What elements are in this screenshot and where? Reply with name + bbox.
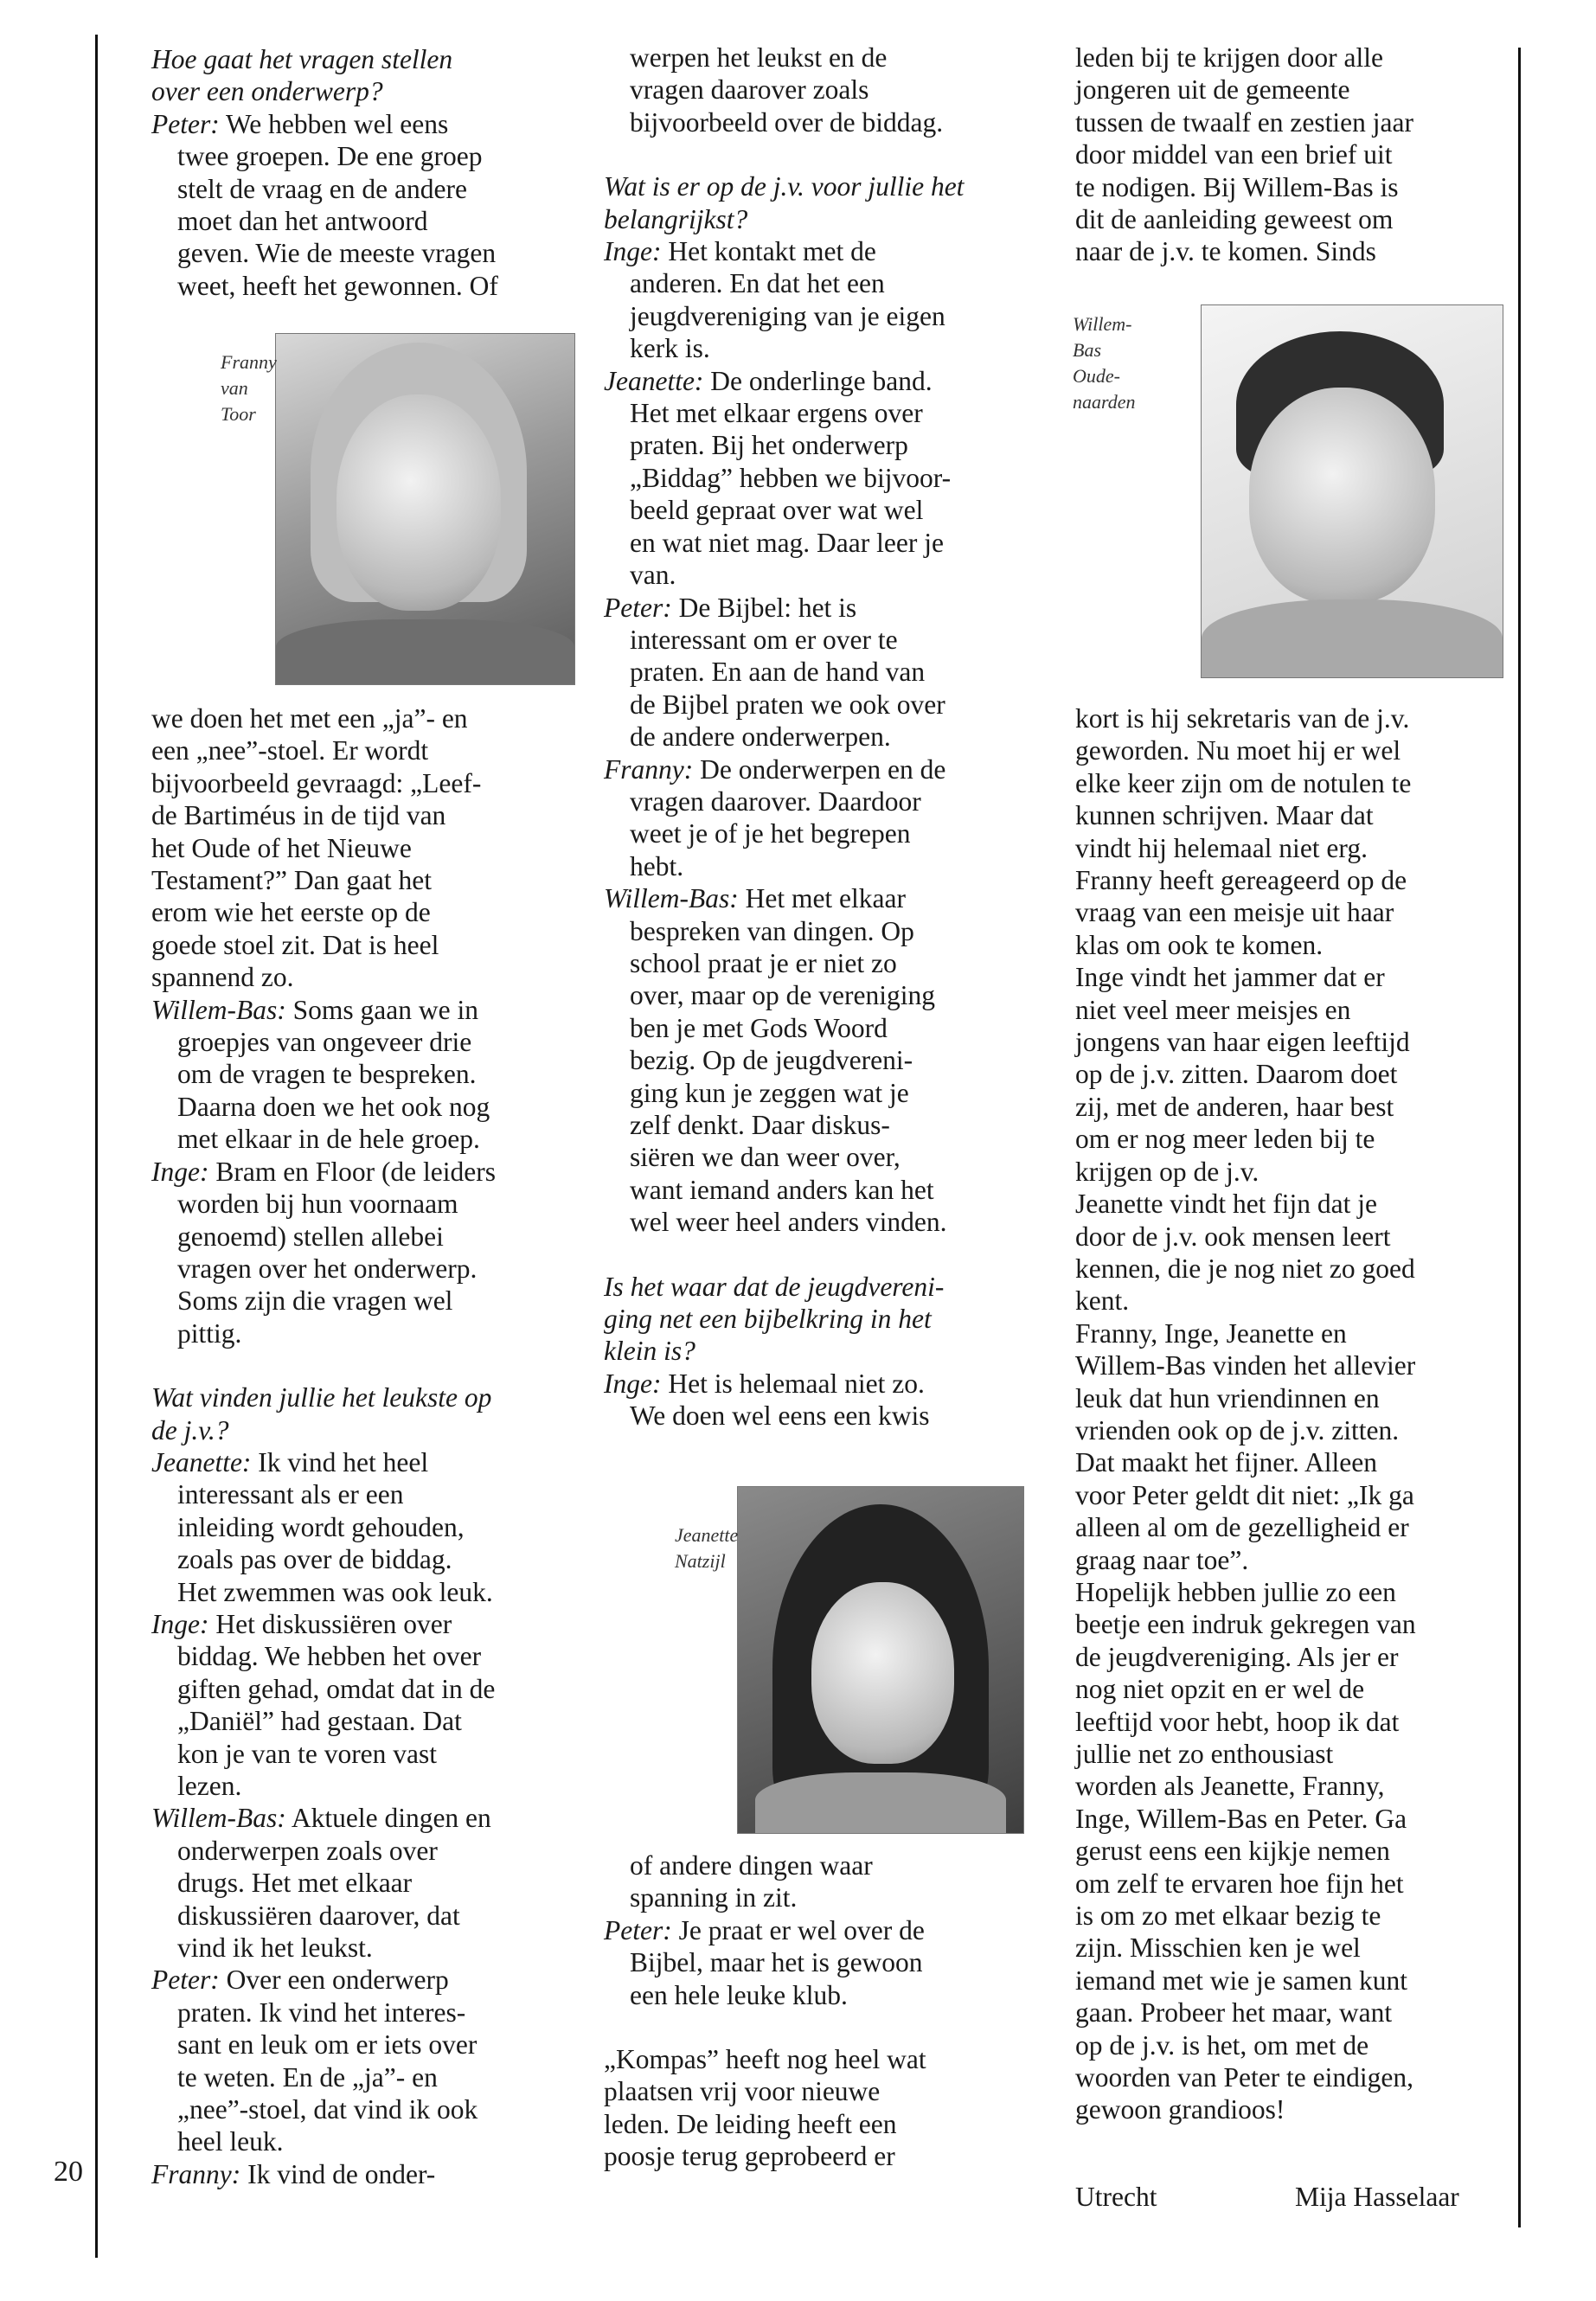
text-line: gerust eens een kijkje nemen [1075, 1836, 1390, 1867]
caption-franny [221, 349, 277, 427]
text-line: praten. Bij het onderwerp [630, 430, 908, 461]
text-line: vraag van een meisje uit haar [1075, 897, 1394, 928]
column-3-continued [1075, 702, 1508, 2126]
text-line: een hele leuke klub. [630, 1979, 848, 2010]
text-line: Jeanette [675, 1524, 739, 1546]
answer-jeanette-2: Jeanette: Ik vind het heel interessant als er een inleiding wordt gehouden, zoals pas over de biddag. Het zwemmen was ook leuk. [151, 1446, 493, 1607]
text-line: jongens van haar eigen leeftijd [1075, 1027, 1410, 1058]
text-line: Wat vinden jullie het leukste op [151, 1382, 492, 1413]
text-line: Je praat er wel over de [671, 1914, 925, 1945]
answer-willem-3: Willem-Bas: Het met elkaar bespreken van dingen. Op school praat je er niet zo over, maar op de vereniging ben je met Gods Woord bezig. Op de jeugdvereni- ging kun je zeggen wat je zelf denkt. Daar diskus- siëren we dan weer over, want iemand anders kan het wel weer heel anders vinden. [604, 883, 947, 1238]
text-line: siëren we dan weer over, [630, 1142, 901, 1173]
text-line: Jeanette vindt het fijn dat je [1075, 1189, 1378, 1220]
text-line: kon je van te voren vast [177, 1738, 438, 1769]
text-line: gaan. Probeer het maar, want [1075, 1997, 1393, 2029]
text-line: dit de aanleiding geweest om [1075, 204, 1394, 235]
text-line: stelt de vraag en de andere [177, 173, 467, 204]
answer-peter-1: Peter: We hebben wel eens twee groepen. De ene groep stelt de vraag en de andere moet dan het antwoord geven. Wie de meeste vragen weet, heeft het gewonnen. Of [151, 108, 498, 301]
text-line: leuk dat hun vriendinnen en [1075, 1382, 1380, 1413]
answer-franny-2-cont [604, 42, 1019, 138]
question-3 [604, 170, 1019, 235]
photo-franny [275, 333, 575, 685]
answer-peter-3: Peter: De Bijbel: het is interessant om er over te praten. En aan de hand van de Bijbel praten we ook over de andere onderwerpen. [604, 592, 945, 753]
answer-inge-2: Inge: Het diskussiëren over biddag. We hebben het over giften gehad, omdat dat in de „Daniël” had gestaan. Dat kon je van te voren vast lezen. [151, 1608, 496, 1801]
left-margin-rule [95, 35, 98, 2258]
answer-franny-2: Franny: Ik vind de onder- [151, 2158, 436, 2189]
text-line: Daarna doen we het ook nog [177, 1091, 490, 1122]
text-line: biddag. We hebben het over [177, 1641, 482, 1672]
text-line: Het met elkaar [738, 883, 906, 914]
paragraph-roles [1075, 702, 1508, 2126]
text-line: De onderlinge band. [703, 365, 933, 396]
text-line: om er nog meer leden bij te [1075, 1124, 1375, 1155]
text-line: voor Peter geldt dit niet: „Ik ga [1075, 1479, 1414, 1510]
text-line: over, maar op de vereniging [630, 980, 935, 1011]
text-line: Het met elkaar ergens over [630, 398, 923, 429]
text-line: elke keer zijn om de notulen te [1075, 767, 1412, 798]
text-line: want iemand anders kan het [630, 1174, 934, 1205]
text-line: weet, heeft het gewonnen. Of [177, 270, 498, 301]
text-line: jeugdvereniging van je eigen [630, 300, 945, 331]
text-line: groepjes van ongeveer drie [177, 1027, 472, 1058]
text-line: interessant als er een [177, 1479, 404, 1510]
text-line: bijvoorbeeld over de biddag. [630, 106, 944, 138]
text-line: lezen. [177, 1771, 242, 1801]
text-line: graag naar toe”. [1075, 1544, 1249, 1575]
answer-inge-4-cont [604, 1849, 1019, 1914]
text-line: „Kompas” heeft nog heel wat [604, 2044, 926, 2075]
text-line: naar de j.v. te komen. Sinds [1075, 236, 1376, 267]
text-line: beeld gepraat over wat wel [630, 495, 924, 526]
text-line: de Bartiméus in de tijd van [151, 800, 446, 831]
text-line: naarden [1073, 391, 1136, 413]
text-line: onderwerpen zoals over [177, 1835, 438, 1866]
text-line: moet dan het antwoord [177, 206, 428, 237]
text-line: alleen al om de gezelligheid er [1075, 1512, 1409, 1543]
answer-franny-3: Franny: De onderwerpen en de vragen daarover. Daardoor weet je of je het begrepen hebt. [604, 753, 946, 881]
page-number: 20 [54, 2156, 83, 2188]
text-line: school praat je er niet zo [630, 947, 897, 978]
paragraph-members [1075, 42, 1508, 268]
text-line: en wat niet mag. Daar leer je [630, 527, 944, 558]
text-line: „nee”-stoel, dat vind ik ook [177, 2094, 478, 2125]
text-line: zij, met de anderen, haar best [1075, 1091, 1394, 1122]
answer-inge-4: Inge: Het is helemaal niet zo. We doen wel eens een kwis [604, 1368, 930, 1432]
text-line: of andere dingen waar [630, 1850, 873, 1881]
text-line: ging kun je zeggen wat je [630, 1077, 909, 1108]
text-line: praten. Ik vind het interes- [177, 1997, 466, 2028]
answer-peter-2: Peter: Over een onderwerp praten. Ik vind het interes- sant en leuk om er iets over te weten. En de „ja”- en „nee”-stoel, dat vind ik ook heel leuk. [151, 1965, 478, 2157]
answer-peter-1-cont [151, 702, 558, 994]
text-line: Het diskussiëren over [208, 1608, 452, 1639]
text-line: Is het waar dat de jeugdvereni- [604, 1271, 945, 1302]
text-line: poosje terug geprobeerd er [604, 2141, 895, 2172]
text-line: spannend zo. [151, 962, 294, 993]
text-line: giften gehad, omdat dat in de [177, 1673, 496, 1704]
text-line: zelf denkt. Daar diskus- [630, 1110, 890, 1140]
caption-willem-bas [1073, 311, 1136, 415]
right-margin-rule [1518, 48, 1521, 2227]
text-line: diskussiëren daarover, dat [177, 1900, 460, 1931]
text-line: Ik vind de onder- [240, 2158, 436, 2189]
text-line: leden bij te krijgen door alle [1075, 42, 1384, 73]
text-line: twee groepen. De ene groep [177, 141, 483, 172]
text-line: Natzijl [675, 1550, 726, 1572]
text-line: worden bij hun voornaam [177, 1189, 458, 1220]
text-line: Inge vindt het jammer dat er [1075, 962, 1385, 993]
text-line: Franny heeft gereageerd op de [1075, 865, 1407, 896]
question-1 [151, 43, 558, 108]
text-line: werpen het leukst en de [630, 42, 888, 73]
text-line: belangrijkst? [604, 203, 748, 234]
text-line: Bram en Floor (de leiders [208, 1156, 497, 1187]
text-line: drugs. Het met elkaar [177, 1868, 413, 1899]
text-line: te nodigen. Bij Willem-Bas is [1075, 171, 1399, 202]
text-line: jullie net zo enthousiast [1075, 1739, 1334, 1769]
text-line: sant en leuk om er iets over [177, 2029, 478, 2061]
text-line: gewoon grandioos! [1075, 2094, 1285, 2125]
text-line: door de j.v. ook mensen leert [1075, 1221, 1391, 1252]
text-line: bezig. Op de jeugdvereni- [630, 1045, 913, 1076]
text-line: De onderwerpen en de [693, 753, 946, 785]
answer-jeanette-3: Jeanette: De onderlinge band. Het met elkaar ergens over praten. Bij het onderwerp „Biddag” hebben we bijvoor- beeld gepraat over wat wel en wat niet mag. Daar leer je van. [604, 365, 952, 591]
column-2-continued [604, 1849, 1019, 2173]
text-line: Franny, Inge, Jeanette en [1075, 1317, 1347, 1349]
text-line: vragen over het onderwerp. [177, 1253, 478, 1284]
text-line: de andere onderwerpen. [630, 721, 891, 753]
text-line: om zelf te ervaren hoe fijn het [1075, 1868, 1404, 1899]
text-line: zoals pas over de biddag. [177, 1544, 452, 1575]
text-line: „Biddag” hebben we bijvoor- [630, 462, 952, 493]
text-line: krijgen op de j.v. [1075, 1156, 1259, 1187]
text-line: genoemd) stellen allebei [177, 1221, 444, 1252]
text-line: tussen de twaalf en zestien jaar [1075, 106, 1413, 138]
text-line: van [221, 377, 248, 399]
text-line: goede stoel zit. Dat is heel [151, 929, 439, 960]
text-line: nog niet opzit en er wel de [1075, 1674, 1365, 1705]
answer-inge-3: Inge: Het kontakt met de anderen. En dat het een jeugdvereniging van je eigen kerk is. [604, 236, 945, 364]
text-line: We doen wel eens een kwis [630, 1400, 930, 1432]
text-line: spanning in zit. [630, 1882, 798, 1913]
text-line: Inge, Willem-Bas en Peter. Ga [1075, 1803, 1407, 1834]
text-line: vrienden ook op de j.v. zitten. [1075, 1414, 1400, 1445]
text-line: Oude- [1073, 365, 1120, 387]
text-line: Over een onderwerp [219, 1965, 449, 1996]
text-line: het Oude of het Nieuwe [151, 832, 412, 863]
text-line: heel leuk. [177, 2126, 284, 2157]
photo-willem-bas [1201, 304, 1503, 678]
text-line: erom wie het eerste op de [151, 897, 431, 928]
text-line: kerk is. [630, 333, 710, 364]
text-line: op de j.v. zitten. Daarom doet [1075, 1059, 1398, 1090]
text-line: vragen daarover. Daardoor [630, 785, 921, 817]
footer-place: Utrecht [1075, 2182, 1157, 2212]
text-line: geworden. Nu moet hij er wel [1075, 735, 1401, 766]
text-line: leden. De leiding heeft een [604, 2108, 897, 2139]
text-line: Willem-Bas vinden het allevier [1075, 1350, 1416, 1381]
closing-paragraph-kompas [604, 2043, 1019, 2173]
text-line: Hoe gaat het vragen stellen [151, 44, 453, 74]
photo-jeanette [737, 1486, 1024, 1834]
text-line: de Bijbel praten we ook over [630, 689, 945, 720]
text-line: Aktuele dingen en [285, 1803, 491, 1834]
column-1-continued [151, 702, 558, 2190]
text-line: pittig. [177, 1317, 242, 1349]
answer-willem-2: Willem-Bas: Aktuele dingen en onderwerpen zoals over drugs. Het met elkaar diskussiëren daarover, dat vind ik het leukst. [151, 1803, 491, 1964]
text-line: bijvoorbeeld gevraagd: „Leef- [151, 767, 482, 798]
text-line: Wat is er op de j.v. voor jullie het [604, 171, 965, 202]
text-line: Dat maakt het fijner. Alleen [1075, 1447, 1378, 1478]
text-line: de j.v.? [151, 1414, 229, 1445]
text-line: Toor [221, 403, 256, 425]
text-line: kort is hij sekretaris van de j.v. [1075, 703, 1410, 734]
question-2 [151, 1381, 558, 1446]
text-line: jongeren uit de gemeente [1075, 74, 1350, 106]
text-line: „Daniël” had gestaan. Dat [177, 1706, 462, 1737]
text-line: wel weer heel anders vinden. [630, 1207, 947, 1238]
text-line: ging net een bijbelkring in het [604, 1304, 932, 1335]
text-line: Soms gaan we in [285, 994, 478, 1025]
text-line: praten. En aan de hand van [630, 657, 926, 688]
text-line: worden als Jeanette, Franny, [1075, 1771, 1385, 1802]
text-line: we doen het met een „ja”- en [151, 703, 468, 734]
column-1 [151, 43, 558, 302]
text-line: een „nee”-stoel. Er wordt [151, 735, 429, 766]
text-line: zijn. Misschien ken je wel [1075, 1932, 1361, 1964]
text-line: klas om ook te komen. [1075, 929, 1324, 960]
text-line: over een onderwerp? [151, 76, 383, 107]
text-line: kent. [1075, 1285, 1130, 1317]
text-line: Willem- [1073, 313, 1132, 335]
text-line: De Bijbel: het is [671, 592, 857, 623]
text-line: leeftijd voor hebt, hoop ik dat [1075, 1706, 1400, 1737]
text-line: iemand met wie je samen kunt [1075, 1965, 1408, 1996]
text-line: kunnen schrijven. Maar dat [1075, 800, 1374, 831]
text-line: is om zo met elkaar bezig te [1075, 1900, 1381, 1932]
text-line: bespreken van dingen. Op [630, 915, 914, 946]
text-line: op de j.v. is het, om met de [1075, 2029, 1369, 2061]
answer-inge-1: Inge: Bram en Floor (de leiders worden bij hun voornaam genoemd) stellen allebei vragen over het onderwerp. Soms zijn die vragen wel pittig. [151, 1156, 497, 1349]
column-2 [604, 42, 1019, 1433]
text-line: kennen, die je nog niet zo goed [1075, 1253, 1415, 1284]
text-line: woorden van Peter te eindigen, [1075, 2062, 1413, 2093]
text-line: klein is? [604, 1336, 695, 1367]
text-line: Testament?” Dan gaat het [151, 865, 433, 896]
text-line: door middel van een brief uit [1075, 139, 1393, 170]
text-line: om de vragen te bespreken. [177, 1059, 477, 1090]
text-line: Bijbel, maar het is gewoon [630, 1947, 923, 1978]
footer-author: Mija Hasselaar [1295, 2182, 1459, 2212]
text-line: interessant om er over te [630, 624, 898, 655]
text-line: Soms zijn die vragen wel [177, 1285, 453, 1317]
answer-willem-1: Willem-Bas: Soms gaan we in groepjes van ongeveer drie om de vragen te bespreken. Daarna doen we het ook nog met elkaar in de hele groep. [151, 994, 490, 1155]
question-4 [604, 1271, 1019, 1368]
text-line: Het kontakt met de [661, 236, 876, 267]
column-3 [1075, 42, 1508, 268]
text-line: te weten. En de „ja”- en [177, 2061, 438, 2093]
text-line: Hopelijk hebben jullie zo een [1075, 1576, 1396, 1607]
text-line: vindt hij helemaal niet erg. [1075, 832, 1368, 863]
text-line: vind ik het leukst. [177, 1932, 373, 1964]
text-line: weet je of je het begrepen [630, 818, 911, 849]
text-line: We hebben wel eens [219, 108, 449, 139]
text-line: vragen daarover zoals [630, 74, 869, 106]
text-line: met elkaar in de hele groep. [177, 1124, 480, 1155]
caption-jeanette [675, 1522, 738, 1574]
text-line: Het zwemmen was ook leuk. [177, 1576, 493, 1607]
text-line: Bas [1073, 339, 1101, 361]
text-line: Ik vind het heel [251, 1446, 429, 1477]
text-line: geven. Wie de meeste vragen [177, 238, 497, 269]
text-line: de jeugdvereniging. Als jer er [1075, 1641, 1399, 1672]
text-line: beetje een indruk gekregen van [1075, 1609, 1416, 1640]
text-line: anderen. En dat het een [630, 268, 885, 299]
text-line: inleiding wordt gehouden, [177, 1511, 465, 1542]
text-line: ben je met Gods Woord [630, 1012, 888, 1043]
text-line: Het is helemaal niet zo. [661, 1368, 925, 1399]
text-line: plaatsen vrij voor nieuwe [604, 2076, 881, 2107]
text-line: van. [630, 560, 676, 591]
text-line: Franny [221, 351, 277, 373]
text-line: niet veel meer meisjes en [1075, 994, 1351, 1025]
answer-peter-4: Peter: Je praat er wel over de Bijbel, maar het is gewoon een hele leuke klub. [604, 1914, 925, 2010]
text-line: hebt. [630, 850, 684, 881]
